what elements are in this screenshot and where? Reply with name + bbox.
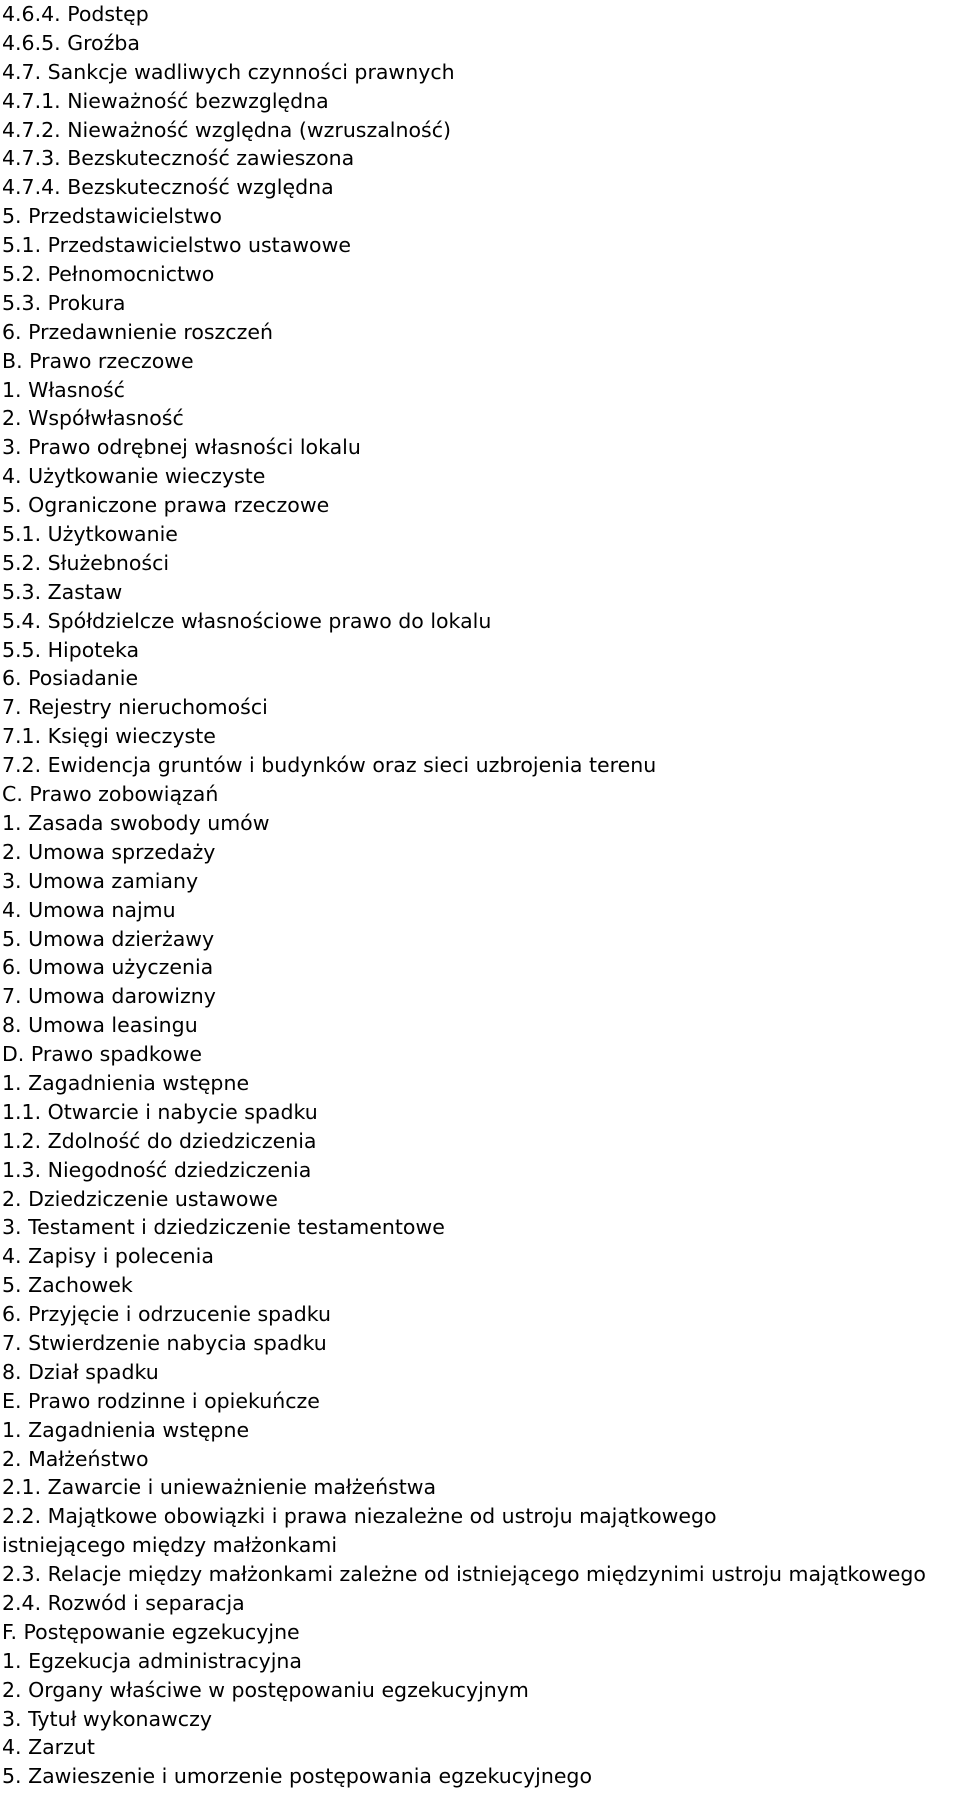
toc-line: 4.6.4. Podstęp (2, 2, 149, 26)
toc-line: 1. Zagadnienia wstępne (2, 1070, 250, 1095)
toc-line: 4.7. Sankcje wadliwych czynności prawnych (2, 59, 455, 84)
toc-line: D. Prawo spadkowe (2, 1042, 202, 1067)
toc-line: 3. Testament i dziedziczenie testamentowe (2, 1215, 445, 1240)
toc-line: 3. Prawo odrębnej własności lokalu (2, 435, 361, 460)
toc-line: istniejącego między małżonkami (2, 1533, 338, 1558)
toc-line: 5. Zachowek (2, 1273, 133, 1298)
toc-line: 1. Zagadnienia wstępne (2, 1417, 250, 1442)
toc-line: 2. Małżeństwo (2, 1446, 149, 1471)
toc-line: 6. Posiadanie (2, 666, 139, 691)
toc-line: 4.7.2. Nieważność względna (wzruszalność) (2, 117, 451, 142)
toc-line: 2.2. Majątkowe obowiązki i prawa niezależne od ustroju majątkowego (2, 1504, 717, 1529)
toc-line: C. Prawo zobowiązań (2, 782, 219, 807)
toc-line: 7.2. Ewidencja gruntów i budynków oraz sieci uzbrojenia terenu (2, 753, 657, 778)
toc-line: 5. Ograniczone prawa rzeczowe (2, 493, 330, 518)
toc-line: 8. Dział spadku (2, 1359, 159, 1384)
toc-line: 7. Umowa darowizny (2, 984, 216, 1009)
toc-line: 1. Własność (2, 377, 125, 402)
toc-line: 1.3. Niegodność dziedziczenia (2, 1157, 312, 1182)
toc-line: 2. Współwłasność (2, 406, 184, 431)
toc-line: 2.1. Zawarcie i unieważnienie małżeństwa (2, 1475, 437, 1500)
toc-line: 4.7.3. Bezskuteczność zawieszona (2, 146, 355, 171)
toc-line: 1.1. Otwarcie i nabycie spadku (2, 1099, 318, 1124)
toc-line: 5. Przedstawicielstwo (2, 204, 222, 229)
toc-line: 6. Umowa użyczenia (2, 955, 214, 980)
toc-line: 4. Umowa najmu (2, 897, 176, 922)
toc-line: 5. Umowa dzierżawy (2, 926, 215, 951)
toc-line: 8. Umowa leasingu (2, 1013, 198, 1038)
toc-line: 3. Umowa zamiany (2, 868, 199, 893)
toc-line: 4. Użytkowanie wieczyste (2, 464, 266, 489)
toc-line: 7. Stwierdzenie nabycia spadku (2, 1330, 327, 1355)
toc-line: 1. Egzekucja administracyjna (2, 1648, 302, 1673)
toc-line: 4.6.5. Groźba (2, 30, 140, 55)
toc-line: 1. Zasada swobody umów (2, 810, 270, 835)
toc-line: 5.1. Przedstawicielstwo ustawowe (2, 233, 351, 258)
toc-line: 1.2. Zdolność do dziedziczenia (2, 1128, 317, 1153)
toc-line: 4.7.1. Nieważność bezwzględna (2, 88, 329, 113)
toc-line: 4.7.4. Bezskuteczność względna (2, 175, 334, 200)
toc-line: 5.2. Służebności (2, 550, 170, 575)
toc-line: 5.1. Użytkowanie (2, 522, 178, 547)
toc-line: 5.3. Zastaw (2, 579, 123, 604)
toc-line: 7.1. Księgi wieczyste (2, 724, 216, 749)
toc-line: E. Prawo rodzinne i opiekuńcze (2, 1388, 320, 1413)
toc-line: 2. Dziedziczenie ustawowe (2, 1186, 278, 1211)
toc-line: 2.3. Relacje między małżonkami zależne od istniejącego międzynimi ustroju majątkowego (2, 1562, 926, 1587)
toc-line: 4. Zapisy i polecenia (2, 1244, 214, 1269)
toc-line: 5. Zawieszenie i umorzenie postępowania egzekucyjnego (2, 1764, 592, 1789)
toc-line: 2. Umowa sprzedaży (2, 839, 216, 864)
toc-line: F. Postępowanie egzekucyjne (2, 1619, 300, 1644)
toc-line: 5.2. Pełnomocnictwo (2, 262, 215, 287)
toc-line: B. Prawo rzeczowe (2, 348, 194, 373)
toc-line: 5.4. Spółdzielcze własnościowe prawo do lokalu (2, 608, 492, 633)
toc-line: 6. Przyjęcie i odrzucenie spadku (2, 1302, 331, 1327)
toc-line: 6. Przedawnienie roszczeń (2, 319, 273, 344)
toc-line: 7. Rejestry nieruchomości (2, 695, 268, 720)
toc-line: 2.4. Rozwód i separacja (2, 1590, 245, 1615)
toc-line: 3. Tytuł wykonawczy (2, 1706, 212, 1731)
toc-line: 5.3. Prokura (2, 290, 126, 315)
toc-line: 4. Zarzut (2, 1735, 95, 1760)
toc-line: 5.5. Hipoteka (2, 637, 140, 662)
toc-line: 2. Organy właściwe w postępowaniu egzekucyjnym (2, 1677, 529, 1702)
